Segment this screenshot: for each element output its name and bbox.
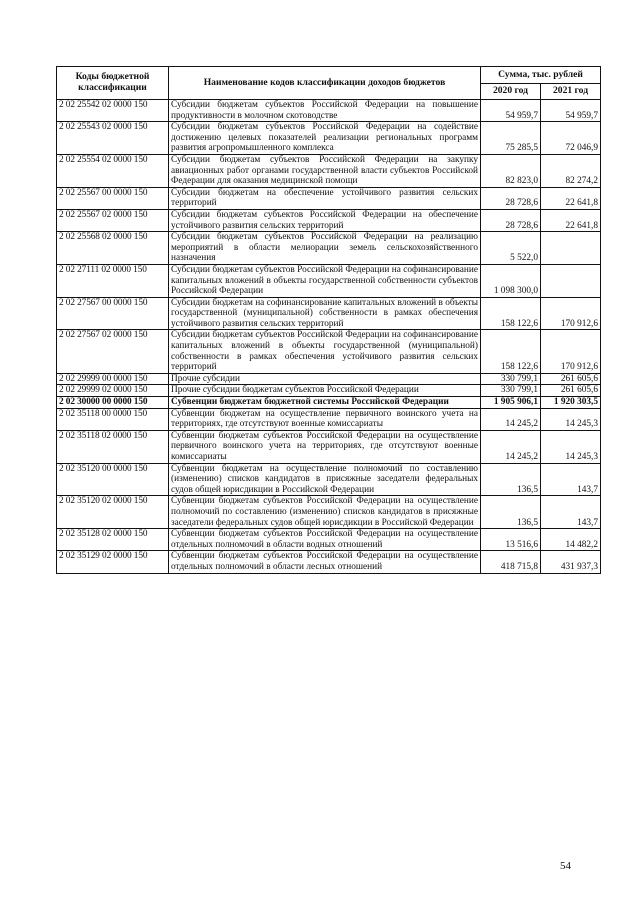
row-value-2020: 136,5 <box>481 496 541 529</box>
row-value-2021: 143,7 <box>541 463 601 496</box>
row-value-2020: 158 122,6 <box>481 297 541 330</box>
row-code: 2 02 25567 00 0000 150 <box>57 187 169 209</box>
row-value-2020: 75 285,5 <box>481 122 541 155</box>
row-value-2021 <box>541 232 601 265</box>
table-row <box>57 496 601 529</box>
row-code: 2 02 35128 02 0000 150 <box>57 529 169 551</box>
row-value-2021: 22 641,8 <box>541 187 601 209</box>
row-name: Субвенции бюджетам субъектов Российской Федерации на осуществление полномочий по составлению (изменению) списков кандидатов в присяжные заседатели федеральных судов общей юрисдикции в Российской Федерации <box>169 496 481 529</box>
row-code: 2 02 35118 00 0000 150 <box>57 408 169 430</box>
row-code: 2 02 30000 00 0000 150 <box>57 397 169 409</box>
table-row <box>57 430 601 463</box>
table-row <box>57 209 601 231</box>
row-name: Прочие субсидии бюджетам субъектов Российской Федерации <box>169 385 481 397</box>
row-value-2021: 431 937,3 <box>541 551 601 573</box>
table-row <box>57 373 601 385</box>
row-value-2021: 14 245,3 <box>541 408 601 430</box>
row-name: Субвенции бюджетам на осуществление первичного воинского учета на территориях, где отсутствуют военные комиссариаты <box>169 408 481 430</box>
table-row <box>57 330 601 373</box>
row-name: Субсидии бюджетам субъектов Российской Федерации на содействие достижению целевых показателей реализации региональных программ развития агропромышленного комплекса <box>169 122 481 155</box>
table-body <box>57 100 601 574</box>
row-name: Субсидии бюджетам субъектов Российской Федерации на софинансирование капитальных вложений в объекты государственной (муниципальной) собственности в рамках обеспечения устойчивого развития сельских территорий <box>169 330 481 373</box>
row-code: 2 02 29999 02 0000 150 <box>57 385 169 397</box>
row-value-2020: 54 959,7 <box>481 100 541 122</box>
row-name: Субвенции бюджетам бюджетной системы Российской Федерации <box>169 397 481 409</box>
row-value-2020: 5 522,0 <box>481 232 541 265</box>
row-code: 2 02 35120 00 0000 150 <box>57 463 169 496</box>
table-row <box>57 187 601 209</box>
row-value-2021: 82 274,2 <box>541 154 601 187</box>
row-name: Субсидии бюджетам субъектов Российской Федерации на повышение продуктивности в молочном скотоводстве <box>169 100 481 122</box>
table-row <box>57 122 601 155</box>
row-value-2020: 1 098 300,0 <box>481 264 541 297</box>
table-row <box>57 385 601 397</box>
row-name: Прочие субсидии <box>169 373 481 385</box>
row-value-2021 <box>541 264 601 297</box>
header-codes: Коды бюджетной классификации <box>57 67 169 100</box>
row-value-2021: 143,7 <box>541 496 601 529</box>
row-code: 2 02 35120 02 0000 150 <box>57 496 169 529</box>
row-value-2021: 1 920 303,5 <box>541 397 601 409</box>
row-code: 2 02 25568 02 0000 150 <box>57 232 169 265</box>
row-value-2020: 1 905 906,1 <box>481 397 541 409</box>
row-value-2021: 14 245,3 <box>541 430 601 463</box>
table-row <box>57 408 601 430</box>
row-value-2020: 13 516,6 <box>481 529 541 551</box>
row-name: Субсидии бюджетам субъектов Российской Федерации на закупку авиационных работ органами государственной власти субъектов Российской Федерации для оказания медицинской помощи <box>169 154 481 187</box>
row-value-2021: 72 046,9 <box>541 122 601 155</box>
table-row <box>57 100 601 122</box>
row-code: 2 02 25554 02 0000 150 <box>57 154 169 187</box>
table-row <box>57 154 601 187</box>
row-value-2021: 261 605,6 <box>541 385 601 397</box>
row-name: Субсидии бюджетам субъектов Российской Федерации на реализацию мероприятий в области мелиорации земель сельскохозяйственного назначения <box>169 232 481 265</box>
header-names: Наименование кодов классификации доходов бюджетов <box>169 67 481 100</box>
row-code: 2 02 25542 02 0000 150 <box>57 100 169 122</box>
row-name: Субвенции бюджетам субъектов Российской Федерации на осуществление первичного воинского учета на территориях, где отсутствуют военные комиссариаты <box>169 430 481 463</box>
row-value-2020: 28 728,6 <box>481 209 541 231</box>
budget-table-sheet <box>56 66 600 574</box>
row-code: 2 02 25543 02 0000 150 <box>57 122 169 155</box>
table-row <box>57 463 601 496</box>
table-row <box>57 551 601 573</box>
row-value-2021: 261 605,6 <box>541 373 601 385</box>
row-code: 2 02 27567 02 0000 150 <box>57 330 169 373</box>
row-value-2020: 330 799,1 <box>481 385 541 397</box>
row-value-2020: 330 799,1 <box>481 373 541 385</box>
row-name: Субвенции бюджетам субъектов Российской Федерации на осуществление отдельных полномочий в области водных отношений <box>169 529 481 551</box>
row-code: 2 02 35118 02 0000 150 <box>57 430 169 463</box>
row-value-2021: 22 641,8 <box>541 209 601 231</box>
row-value-2021: 170 912,6 <box>541 297 601 330</box>
row-name: Субсидии бюджетам субъектов Российской Федерации на обеспечение устойчивого развития сельских территорий <box>169 209 481 231</box>
row-code: 2 02 35129 02 0000 150 <box>57 551 169 573</box>
row-value-2021: 170 912,6 <box>541 330 601 373</box>
row-value-2020: 418 715,8 <box>481 551 541 573</box>
row-value-2021: 14 482,2 <box>541 529 601 551</box>
row-name: Субсидии бюджетам на софинансирование капитальных вложений в объекты государственной (муниципальной) собственности в рамках обеспечения устойчивого развития сельских территорий <box>169 297 481 330</box>
row-name: Субсидии бюджетам субъектов Российской Федерации на софинансирование капитальных вложений в объекты государственной собственности субъектов Российской Федерации <box>169 264 481 297</box>
header-year-2020: 2020 год <box>481 84 541 100</box>
row-name: Субсидии бюджетам на обеспечение устойчивого развития сельских территорий <box>169 187 481 209</box>
row-code: 2 02 25567 02 0000 150 <box>57 209 169 231</box>
table-row <box>57 529 601 551</box>
row-value-2020: 14 245,2 <box>481 408 541 430</box>
table-row <box>57 232 601 265</box>
row-value-2020: 158 122,6 <box>481 330 541 373</box>
row-code: 2 02 27111 02 0000 150 <box>57 264 169 297</box>
table-row <box>57 297 601 330</box>
table-row <box>57 264 601 297</box>
row-value-2020: 82 823,0 <box>481 154 541 187</box>
row-code: 2 02 29999 00 0000 150 <box>57 373 169 385</box>
table-row <box>57 397 601 409</box>
row-value-2020: 14 245,2 <box>481 430 541 463</box>
header-year-2021: 2021 год <box>541 84 601 100</box>
page-number: 54 <box>560 860 571 872</box>
row-name: Субвенции бюджетам на осуществление полномочий по составлению (изменению) списков кандидатов в присяжные заседатели федеральных судов общей юрисдикции в Российской Федерации <box>169 463 481 496</box>
row-name: Субвенции бюджетам субъектов Российской Федерации на осуществление отдельных полномочий в области лесных отношений <box>169 551 481 573</box>
budget-revenue-table <box>56 66 601 574</box>
row-code: 2 02 27567 00 0000 150 <box>57 297 169 330</box>
row-value-2021: 54 959,7 <box>541 100 601 122</box>
header-sum: Сумма, тыс. рублей <box>481 67 601 84</box>
row-value-2020: 28 728,6 <box>481 187 541 209</box>
row-value-2020: 136,5 <box>481 463 541 496</box>
